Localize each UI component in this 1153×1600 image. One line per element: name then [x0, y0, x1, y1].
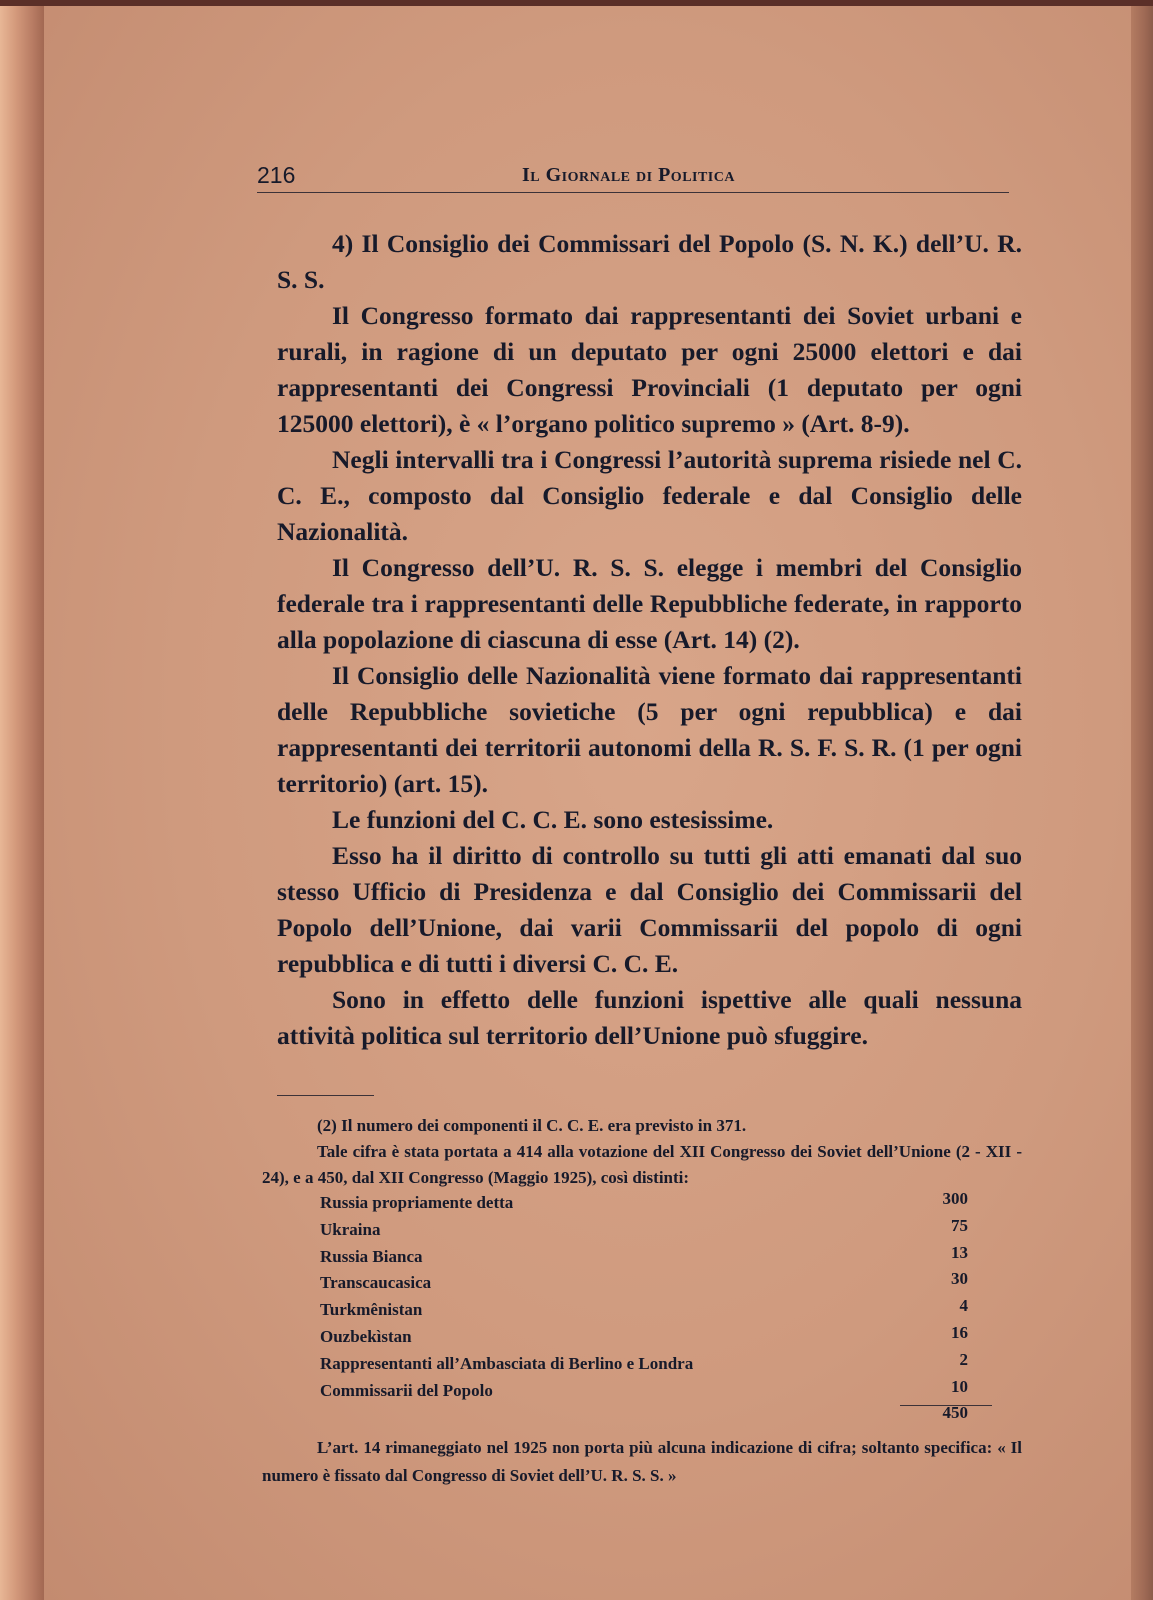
section-heading: 4) Il Consiglio dei Commissari del Popolo (S. N. K.) dell’U. R. S. S.	[277, 229, 1022, 294]
row-value: 16	[951, 1322, 968, 1342]
row-label: Turkmênistan	[320, 1300, 423, 1320]
footnote-line: L’art. 14 rimaneggiato nel 1925 non porta più alcuna indicazione di cifra; soltanto specifica: « Il numero è fissato dal Congresso di Soviet dell’U. R. S. S. »	[262, 1438, 1022, 1485]
paragraph: Le funzioni del C. C. E. sono estesissime.	[332, 805, 774, 834]
footnote-separator	[277, 1095, 374, 1096]
table-row	[320, 1323, 992, 1350]
row-label: Commissarii del Popolo	[320, 1380, 493, 1400]
row-value: 10	[951, 1376, 968, 1396]
footnote-closing	[262, 1434, 1022, 1490]
footnote-line: Tale cifra è stata portata a 414 alla votazione del XII Congresso dei Soviet dell’Unione (2 - XII - 24), e a 450, dal XII Congresso (Maggio 1925), così distinti:	[262, 1142, 1022, 1187]
main-text	[277, 226, 1022, 1054]
row-label: Rappresentanti all’Ambasciata di Berlino e Londra	[320, 1353, 694, 1373]
total-value: 450	[942, 1403, 968, 1423]
paragraph: Esso ha il diritto di controllo su tutti gli atti emanati dal suo stesso Ufficio di Presidenza e dal Consiglio dei Commissarii del Popolo dell’Unione, dai varii Commissarii del popolo di ogni repubblica e di tutti i diversi C. C. E.	[277, 841, 1022, 978]
row-value: 13	[951, 1242, 968, 1262]
row-value: 75	[951, 1215, 968, 1235]
footnote	[262, 1113, 1022, 1191]
table-row	[320, 1377, 992, 1404]
page-number: 216	[257, 162, 296, 188]
table-row	[320, 1296, 992, 1323]
table-row	[320, 1189, 992, 1216]
footnote-line: (2) Il numero dei componenti il C. C. E. era previsto in 371.	[317, 1116, 747, 1135]
row-value: 300	[942, 1189, 968, 1208]
page-right-edge	[1131, 6, 1153, 1600]
paragraph: Il Congresso dell’U. R. S. S. elegge i membri del Consiglio federale tra i rappresentanti delle Repubbliche federate, in rapporto alla popolazione di ciascuna di esse (Art. 14) (2).	[277, 553, 1022, 654]
total-row	[320, 1403, 992, 1430]
running-title: Il Giornale di Politica	[522, 164, 735, 186]
row-label: Russia Bianca	[320, 1246, 423, 1266]
row-label: Russia propriamente detta	[320, 1193, 514, 1212]
book-gutter-shadow	[0, 6, 44, 1600]
running-header	[257, 162, 1009, 193]
paragraph: Il Congresso formato dai rappresentanti dei Soviet urbani e rurali, in ragione di un deputato per ogni 25000 elettori e dai rappresentanti dei Congressi Provinciali (1 deputato per ogni 125000 elettori), è « l’organo politico supremo » (Art. 8-9).	[277, 301, 1022, 438]
seat-distribution-table	[320, 1189, 992, 1430]
row-label: Transcaucasica	[320, 1273, 432, 1293]
row-value: 4	[959, 1296, 968, 1316]
row-label: Ouzbekìstan	[320, 1326, 412, 1346]
paragraph: Negli intervalli tra i Congressi l’autorità suprema risiede nel C. C. E., composto dal Consiglio federale e dal Consiglio delle Nazionalità.	[277, 445, 1022, 546]
row-value: 30	[951, 1269, 968, 1289]
table-row	[320, 1243, 992, 1270]
table-row	[320, 1269, 992, 1296]
row-value: 2	[959, 1349, 968, 1369]
paragraph: Sono in effetto delle funzioni ispettive alle quali nessuna attività politica sul territorio dell’Unione può sfuggire.	[277, 985, 1022, 1050]
paragraph: Il Consiglio delle Nazionalità viene formato dai rappresentanti delle Repubbliche sovietiche (5 per ogni repubblica) e dai rappresentanti dei territorii autonomi della R. S. F. S. R. (1 per ogni territorio) (art. 15).	[277, 661, 1022, 798]
table-row	[320, 1216, 992, 1243]
table-row	[320, 1350, 992, 1377]
row-label: Ukraina	[320, 1219, 381, 1239]
